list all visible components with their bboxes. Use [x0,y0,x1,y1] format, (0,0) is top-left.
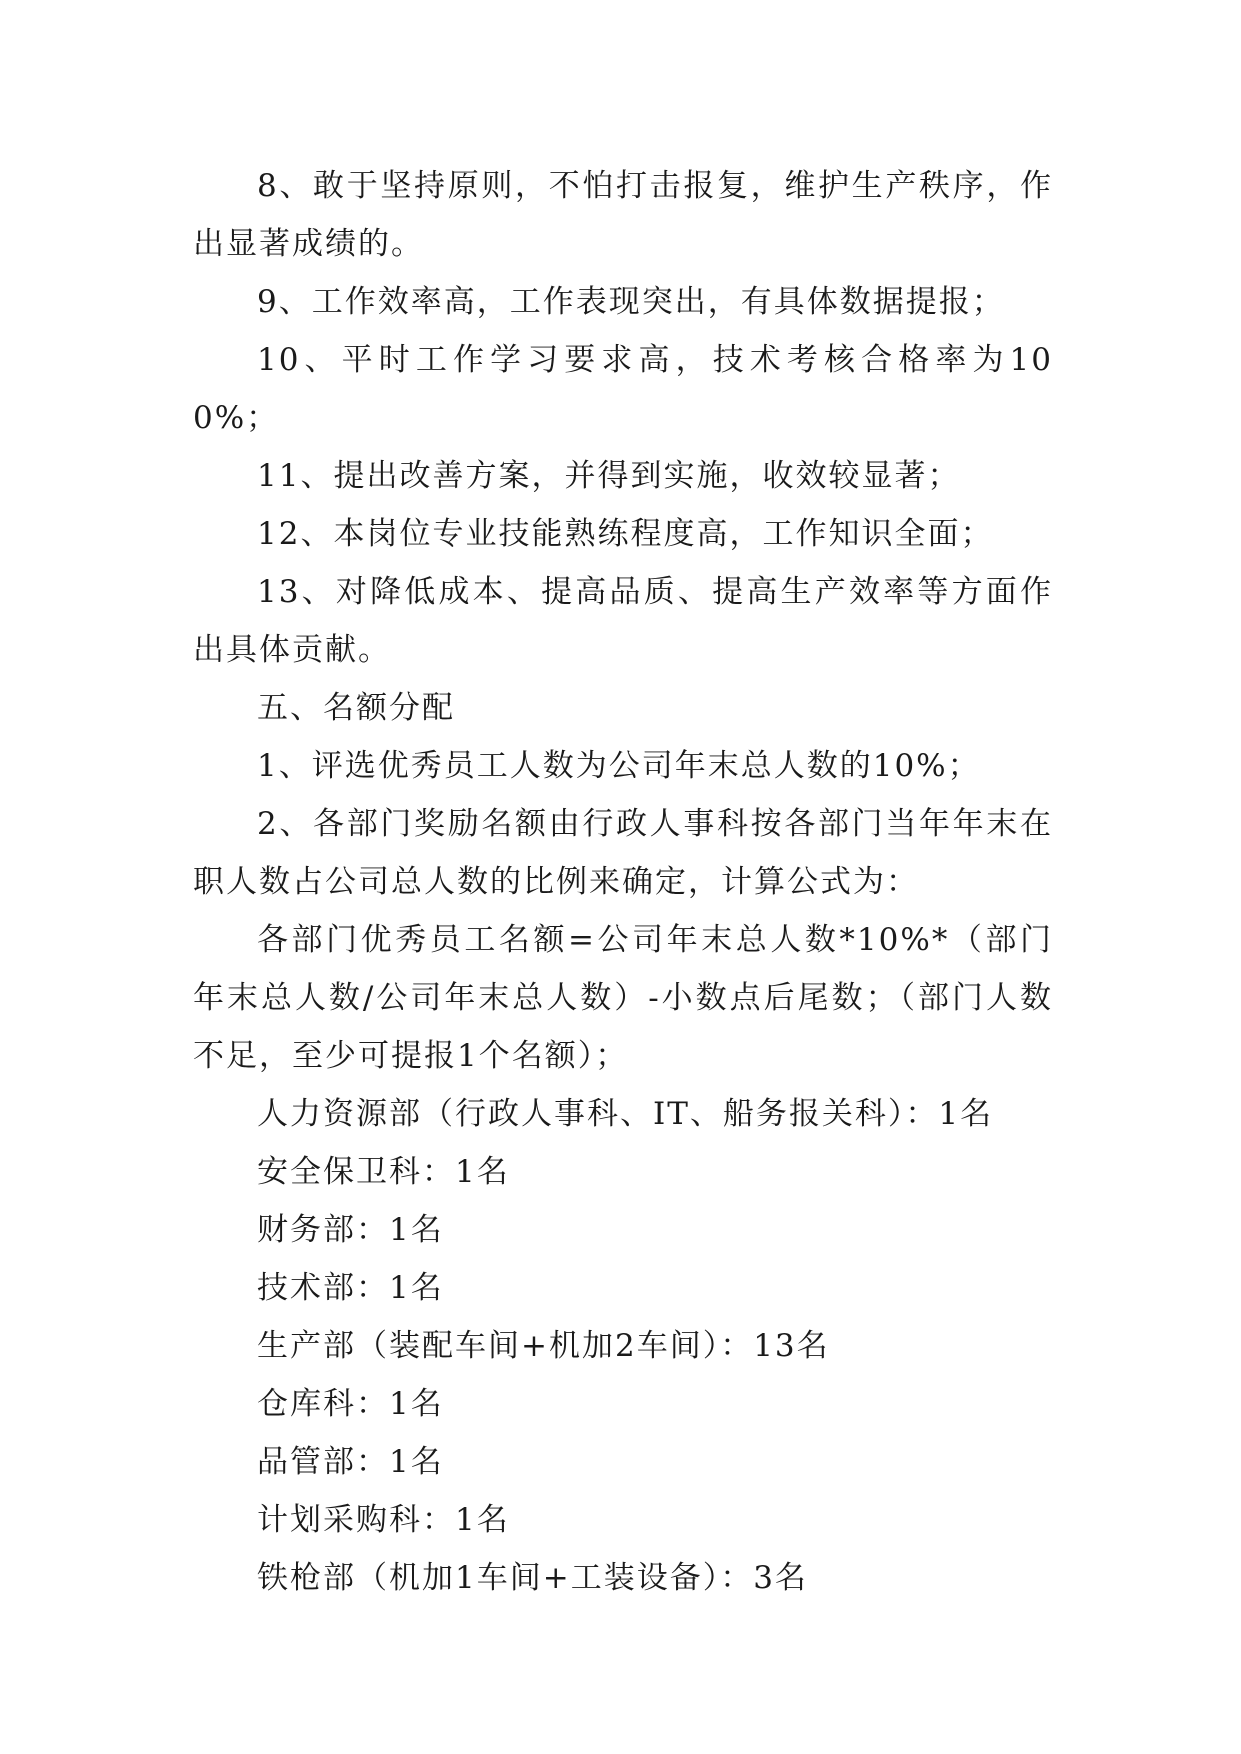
quota-item-purchasing: 计划采购科：1名 [257,1502,510,1538]
quota-item-iron-gun: 铁枪部（机加1车间+工装设备）：3名 [257,1560,808,1596]
document-body [193,157,1053,1607]
paragraph-quota-2: 2、各部门奖励名额由行政人事科按各部门当年年末在职人数占公司总人数的比例来确定，计算公式为： [193,806,1053,900]
paragraph-criterion-11: 11、提出改善方案，并得到实施，收效较显著； [257,458,961,494]
section-heading: 五、名额分配 [257,690,455,726]
quota-item-finance: 财务部：1名 [257,1212,444,1248]
paragraph-criterion-8: 8、敢于坚持原则，不怕打击报复，维护生产秩序，作出显著成绩的。 [193,168,1053,262]
paragraph-criterion-10: 10、平时工作学习要求高，技术考核合格率为100%； [193,342,1053,436]
paragraph-formula: 各部门优秀员工名额=公司年末总人数*10%*（部门年末总人数/公司年末总人数）-小数点后尾数；（部门人数不足，至少可提报1个名额）； [193,922,1053,1074]
paragraph-criterion-9: 9、工作效率高，工作表现突出，有具体数据提报； [257,284,1005,320]
quota-item-warehouse: 仓库科：1名 [257,1386,444,1422]
quota-item-technology: 技术部：1名 [257,1270,444,1306]
quota-item-hr: 人力资源部（行政人事科、IT、船务报关科）：1名 [257,1096,994,1132]
quota-item-security: 安全保卫科：1名 [257,1154,510,1190]
paragraph-criterion-13: 13、对降低成本、提高品质、提高生产效率等方面作出具体贡献。 [193,574,1053,668]
paragraph-quota-1: 1、评选优秀员工人数为公司年末总人数的10%； [257,748,981,784]
paragraph-criterion-12: 12、本岗位专业技能熟练程度高，工作知识全面； [257,516,994,552]
quota-item-quality: 品管部：1名 [257,1444,444,1480]
quota-item-production: 生产部（装配车间+机加2车间）：13名 [257,1328,830,1364]
